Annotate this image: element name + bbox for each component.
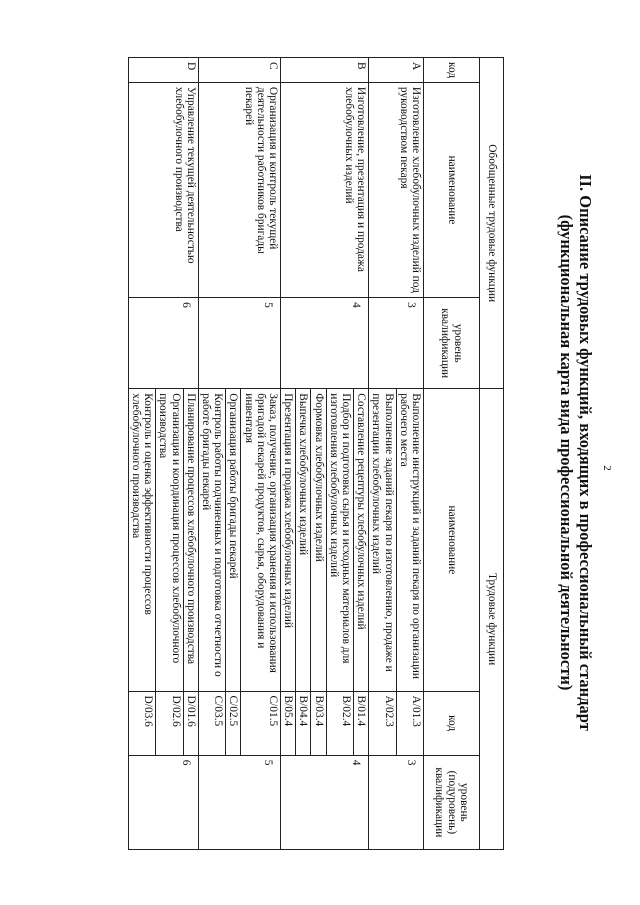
gtf-name: Организация и контроль текущей деятельности работников бригады пекарей bbox=[198, 82, 280, 297]
tf-code: B/01.4 bbox=[353, 691, 368, 755]
page-number: 2 bbox=[600, 465, 613, 471]
gtf-name: Изготовление, презентация и продажа хлебобулочных изделий bbox=[280, 82, 368, 297]
table-row bbox=[396, 58, 423, 850]
functional-map-table bbox=[128, 57, 504, 850]
tf-name: Выпечка хлебобулочных изделий bbox=[296, 389, 311, 691]
tf-code: D/01.6 bbox=[183, 691, 198, 755]
qual-level-header: уровень квалификации bbox=[424, 298, 480, 389]
name-header: наименование bbox=[424, 82, 480, 297]
tf-code: A/02.3 bbox=[369, 691, 396, 755]
tf-name: Организация работы бригады пекарей bbox=[226, 389, 241, 691]
section-subtitle: (функциональная карта вида профессиональной деятельности) bbox=[557, 214, 576, 691]
function-code-header: код bbox=[424, 691, 480, 755]
section-title: II. Описание трудовых функций, входящих в профессиональный стандарт bbox=[576, 174, 595, 731]
tf-code: B/04.4 bbox=[296, 691, 311, 755]
tf-name: Организация и координация процессов хлебобулочного производства bbox=[156, 389, 183, 691]
tf-sublevel: 6 bbox=[128, 755, 198, 849]
tf-code: C/01.5 bbox=[241, 691, 281, 755]
gtf-level: 6 bbox=[128, 298, 198, 389]
tf-name: Составление рецептуры хлебобулочных изделий bbox=[353, 389, 368, 691]
code-header: код bbox=[424, 58, 480, 83]
tf-code: B/02.4 bbox=[326, 691, 353, 755]
tf-name: Формовка хлебобулочных изделий bbox=[311, 389, 326, 691]
tf-name: Выполнение инструкций и заданий пекаря по организации рабочего места bbox=[396, 389, 423, 691]
tf-sublevel: 5 bbox=[198, 755, 280, 849]
tf-name: Контроль работы подчиненных и подготовка отчетности о работе бригады пекарей bbox=[198, 389, 225, 691]
table-row bbox=[353, 58, 368, 850]
gtf-code: D bbox=[128, 58, 198, 83]
tf-name: Планирование процессов хлебобулочного производства bbox=[183, 389, 198, 691]
gtf-code: C bbox=[198, 58, 280, 83]
gtf-level: 3 bbox=[369, 298, 424, 389]
gtf-code: A bbox=[369, 58, 424, 83]
generalized-header: Обобщенные трудовые функции bbox=[480, 58, 504, 389]
tf-code: B/03.4 bbox=[311, 691, 326, 755]
function-name-header: наименование bbox=[424, 389, 480, 691]
gtf-code: B bbox=[280, 58, 368, 83]
gtf-level: 4 bbox=[280, 298, 368, 389]
tf-name: Выполнение заданий пекаря по изготовлению, продаже и презентации хлебобулочных изделий bbox=[369, 389, 396, 691]
table-row bbox=[241, 58, 281, 850]
tf-code: C/03.5 bbox=[198, 691, 225, 755]
table-row bbox=[183, 58, 198, 850]
tf-code: A/01.3 bbox=[396, 691, 423, 755]
gtf-name: Изготовление хлебобулочных изделий под руководством пекаря bbox=[369, 82, 424, 297]
gtf-name: Управление текущей деятельностью хлебобулочного производства bbox=[128, 82, 198, 297]
tf-name: Презентация и продажа хлебобулочных изделий bbox=[280, 389, 295, 691]
tf-name: Контроль и оценка эффективности процессов хлебобулочного производства bbox=[128, 389, 155, 691]
tf-name: Подбор и подготовка сырья и исходных материалов для изготовления хлебобулочных изделий bbox=[326, 389, 353, 691]
tf-code: D/02.6 bbox=[156, 691, 183, 755]
tf-name: Заказ, получение, организация хранения и использования бригадой пекарей продуктов, сырья, оборудования и инвентаря bbox=[241, 389, 281, 691]
labor-header: Трудовые функции bbox=[480, 389, 504, 850]
tf-sublevel: 4 bbox=[280, 755, 368, 849]
tf-code: B/05.4 bbox=[280, 691, 295, 755]
sublevel-header: уровень (подуровень) квалификации bbox=[424, 755, 480, 849]
tf-code: C/02.5 bbox=[226, 691, 241, 755]
gtf-level: 5 bbox=[198, 298, 280, 389]
tf-sublevel: 3 bbox=[369, 755, 424, 849]
tf-code: D/03.6 bbox=[128, 691, 155, 755]
